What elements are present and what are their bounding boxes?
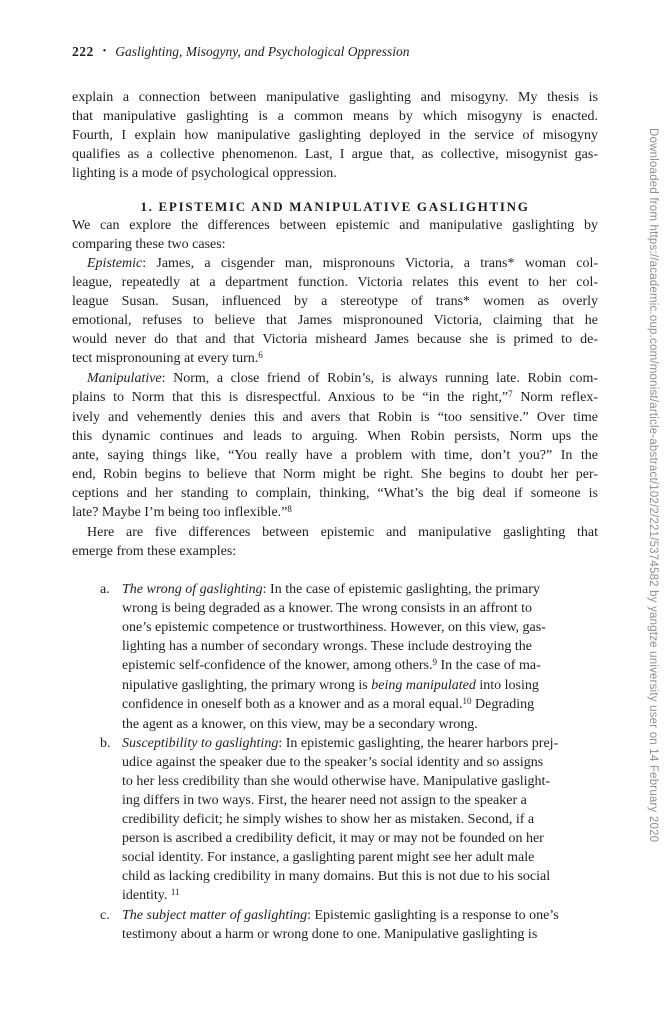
text-run: : Norm, a close friend of Robin’s, is always running late. Robin com- bbox=[161, 371, 598, 386]
paragraph bbox=[72, 216, 598, 254]
footnote-ref: 7 bbox=[508, 388, 513, 399]
page-number: 222 bbox=[72, 44, 94, 59]
list-item-text bbox=[122, 580, 598, 734]
text-line bbox=[72, 292, 598, 311]
list-marker: c. bbox=[100, 908, 110, 923]
text-run: The subject matter of gaslighting bbox=[122, 908, 308, 923]
running-title: Gaslighting, Misogyny, and Psychological Oppression bbox=[115, 44, 410, 59]
text-line bbox=[72, 503, 598, 523]
text-run: Here are five differences between epistemic and manipulative gaslighting that bbox=[87, 525, 598, 540]
text-line bbox=[122, 599, 598, 618]
text-run: social identity. For instance, a gaslighting parent might see her adult male bbox=[122, 850, 535, 865]
text-line bbox=[122, 618, 598, 637]
page-header bbox=[72, 42, 598, 63]
text-run: explain a connection between manipulative gaslighting and misogyny. My thesis is bbox=[72, 90, 598, 105]
text-line bbox=[72, 235, 598, 254]
text-run: confidence in oneself both as a knower and as a moral equal. bbox=[122, 697, 463, 712]
text-run: lighting has a number of secondary wrongs. These include destroying the bbox=[122, 639, 532, 654]
text-line bbox=[72, 446, 598, 465]
text-run: : James, a cisgender man, mispronouns Victoria, a trans* woman col- bbox=[142, 256, 598, 271]
text-run: Degrading bbox=[471, 697, 535, 712]
text-line bbox=[72, 349, 598, 369]
text-run: credibility deficit; he simply wishes to show her as mistaken. Second, if a bbox=[122, 812, 535, 827]
text-run: person is ascribed a credibility deficit, it may or may not be founded on her bbox=[122, 831, 544, 846]
footnote-ref: 10 bbox=[462, 695, 472, 706]
text-run: to her less credibility than she would otherwise have. Manipulative gaslight- bbox=[122, 774, 551, 789]
section-heading: 1. EPISTEMIC AND MANIPULATIVE GASLIGHTING bbox=[140, 199, 530, 214]
text-run: into losing bbox=[475, 678, 539, 693]
text-line bbox=[122, 906, 598, 925]
article-body bbox=[72, 88, 598, 944]
text-line bbox=[122, 637, 598, 656]
text-run: We can explore the differences between epistemic and manipulative gaslighting by bbox=[72, 218, 598, 233]
list-item bbox=[100, 734, 598, 906]
list-item bbox=[100, 580, 598, 734]
text-run: one’s epistemic competence or trustworthiness. However, on this view, gas- bbox=[122, 620, 546, 635]
text-run: plains to Norm that this is disrespectful. Anxious to be “in the right,” bbox=[72, 390, 509, 405]
paragraph bbox=[72, 523, 598, 561]
text-run: would never do that and that Victoria misheard James because she is primed to de- bbox=[72, 332, 598, 347]
text-line bbox=[72, 408, 598, 427]
list-item-text bbox=[122, 906, 598, 944]
paragraph bbox=[72, 369, 598, 523]
text-line bbox=[72, 369, 598, 388]
text-run: lighting is a mode of psychological oppression. bbox=[72, 166, 337, 181]
text-run: identity. bbox=[122, 888, 171, 903]
text-run: emotional, refuses to believe that James mispronouned Victoria, claiming that he bbox=[72, 313, 598, 328]
text-line bbox=[72, 330, 598, 349]
text-run: ceptions and her standing to complain, thinking, “What’s the big deal if someone is bbox=[72, 486, 598, 501]
text-run: end, Robin begins to believe that Norm might be right. She begins to doubt her per- bbox=[72, 467, 598, 482]
text-run: wrong is being degraded as a knower. The wrong consists in an affront to bbox=[122, 601, 533, 616]
text-run: ing differs in two ways. First, the hearer need not assign to the speaker a bbox=[122, 793, 527, 808]
text-line bbox=[72, 145, 598, 164]
list-item bbox=[100, 906, 598, 944]
text-line bbox=[122, 829, 598, 848]
text-line bbox=[122, 753, 598, 772]
text-line bbox=[122, 695, 598, 715]
text-run: udice against the speaker due to the speaker’s social identity and so assigns bbox=[122, 755, 544, 770]
text-line bbox=[72, 465, 598, 484]
text-line bbox=[122, 791, 598, 810]
text-run: : In epistemic gaslighting, the hearer harbors prej- bbox=[278, 736, 559, 751]
text-run: epistemic self-confidence of the knower, among others. bbox=[122, 658, 433, 673]
footnote-ref: 8 bbox=[287, 503, 292, 514]
paragraph bbox=[72, 254, 598, 369]
text-line bbox=[122, 772, 598, 791]
text-line bbox=[122, 867, 598, 886]
text-line bbox=[72, 88, 598, 107]
text-run: Manipulative bbox=[87, 371, 162, 386]
text-line bbox=[122, 676, 598, 695]
text-line bbox=[122, 810, 598, 829]
list-marker: b. bbox=[100, 736, 111, 751]
footnote-ref: 11 bbox=[170, 886, 180, 897]
text-run: : In the case of epistemic gaslighting, the primary bbox=[262, 582, 540, 597]
text-line bbox=[72, 126, 598, 145]
download-watermark: Downloaded from https://academic.oup.com/monist/article-abstract/102/2/221/5374582 by yangtze university user on 14 February 2020 bbox=[647, 128, 659, 843]
text-run: Susceptibility to gaslighting bbox=[122, 736, 279, 751]
text-line bbox=[122, 925, 598, 944]
text-run: In the case of ma- bbox=[436, 658, 541, 673]
text-run: The wrong of gaslighting bbox=[122, 582, 263, 597]
text-line bbox=[72, 254, 598, 273]
text-run: : Epistemic gaslighting is a response to one’s bbox=[307, 908, 559, 923]
list-marker: a. bbox=[100, 582, 110, 597]
text-line bbox=[122, 656, 598, 676]
text-line bbox=[72, 164, 598, 183]
text-run: emerge from these examples: bbox=[72, 544, 237, 559]
separator-bullet-icon: • bbox=[102, 46, 107, 57]
text-run: ante, saying things like, “You really have a problem with time, don’t you?” In the bbox=[72, 448, 598, 463]
list-item-text bbox=[122, 734, 598, 906]
text-line bbox=[72, 216, 598, 235]
text-run: that manipulative gaslighting is a common means by which misogyny is enacted. bbox=[72, 109, 598, 124]
text-line bbox=[122, 715, 598, 734]
text-run: tect mispronouning at every turn. bbox=[72, 351, 259, 366]
text-run: ively and vehemently denies this and avers that Robin is “too sensitive.” Over time bbox=[72, 410, 598, 425]
text-run: child as lacking credibility in many domains. But this is not due to his social bbox=[122, 869, 551, 884]
text-run: comparing these two cases: bbox=[72, 237, 226, 252]
footnote-ref: 6 bbox=[258, 349, 263, 360]
text-line bbox=[72, 484, 598, 503]
text-line bbox=[122, 848, 598, 867]
text-run: the agent as a knower, on this view, may be a secondary wrong. bbox=[122, 717, 478, 732]
text-run: league Susan. Susan, influenced by a stereotype of trans* women as overly bbox=[72, 294, 598, 309]
text-run: Norm reflex- bbox=[512, 390, 598, 405]
text-line bbox=[72, 427, 598, 446]
text-line bbox=[122, 734, 598, 753]
text-run: being manipulated bbox=[371, 678, 476, 693]
text-run: Epistemic bbox=[87, 256, 143, 271]
text-line bbox=[72, 273, 598, 292]
page-content bbox=[72, 42, 598, 944]
text-line bbox=[72, 523, 598, 542]
text-run: this dynamic continues and leads to arguing. When Robin persists, Norm ups the bbox=[72, 429, 598, 444]
paragraph bbox=[72, 88, 598, 183]
text-line bbox=[72, 388, 598, 408]
text-run: qualifies as a collective phenomenon. Last, I argue that, as collective, misogynist gas- bbox=[72, 147, 598, 162]
text-run: Fourth, I explain how manipulative gaslighting deployed in the service of misogyny bbox=[72, 128, 598, 143]
text-line bbox=[122, 580, 598, 599]
text-run: league, repeatedly at a department function. Victoria relates this event to her col- bbox=[72, 275, 598, 290]
text-line bbox=[72, 311, 598, 330]
text-run: nipulative gaslighting, the primary wrong is bbox=[122, 678, 372, 693]
alpha-list bbox=[72, 580, 598, 944]
text-line bbox=[122, 886, 598, 906]
text-run: testimony about a harm or wrong done to one. Manipulative gaslighting is bbox=[122, 927, 538, 942]
text-run: late? Maybe I’m being too inflexible.” bbox=[72, 505, 288, 520]
text-line bbox=[72, 107, 598, 126]
footnote-ref: 9 bbox=[432, 656, 437, 667]
text-line bbox=[72, 542, 598, 561]
